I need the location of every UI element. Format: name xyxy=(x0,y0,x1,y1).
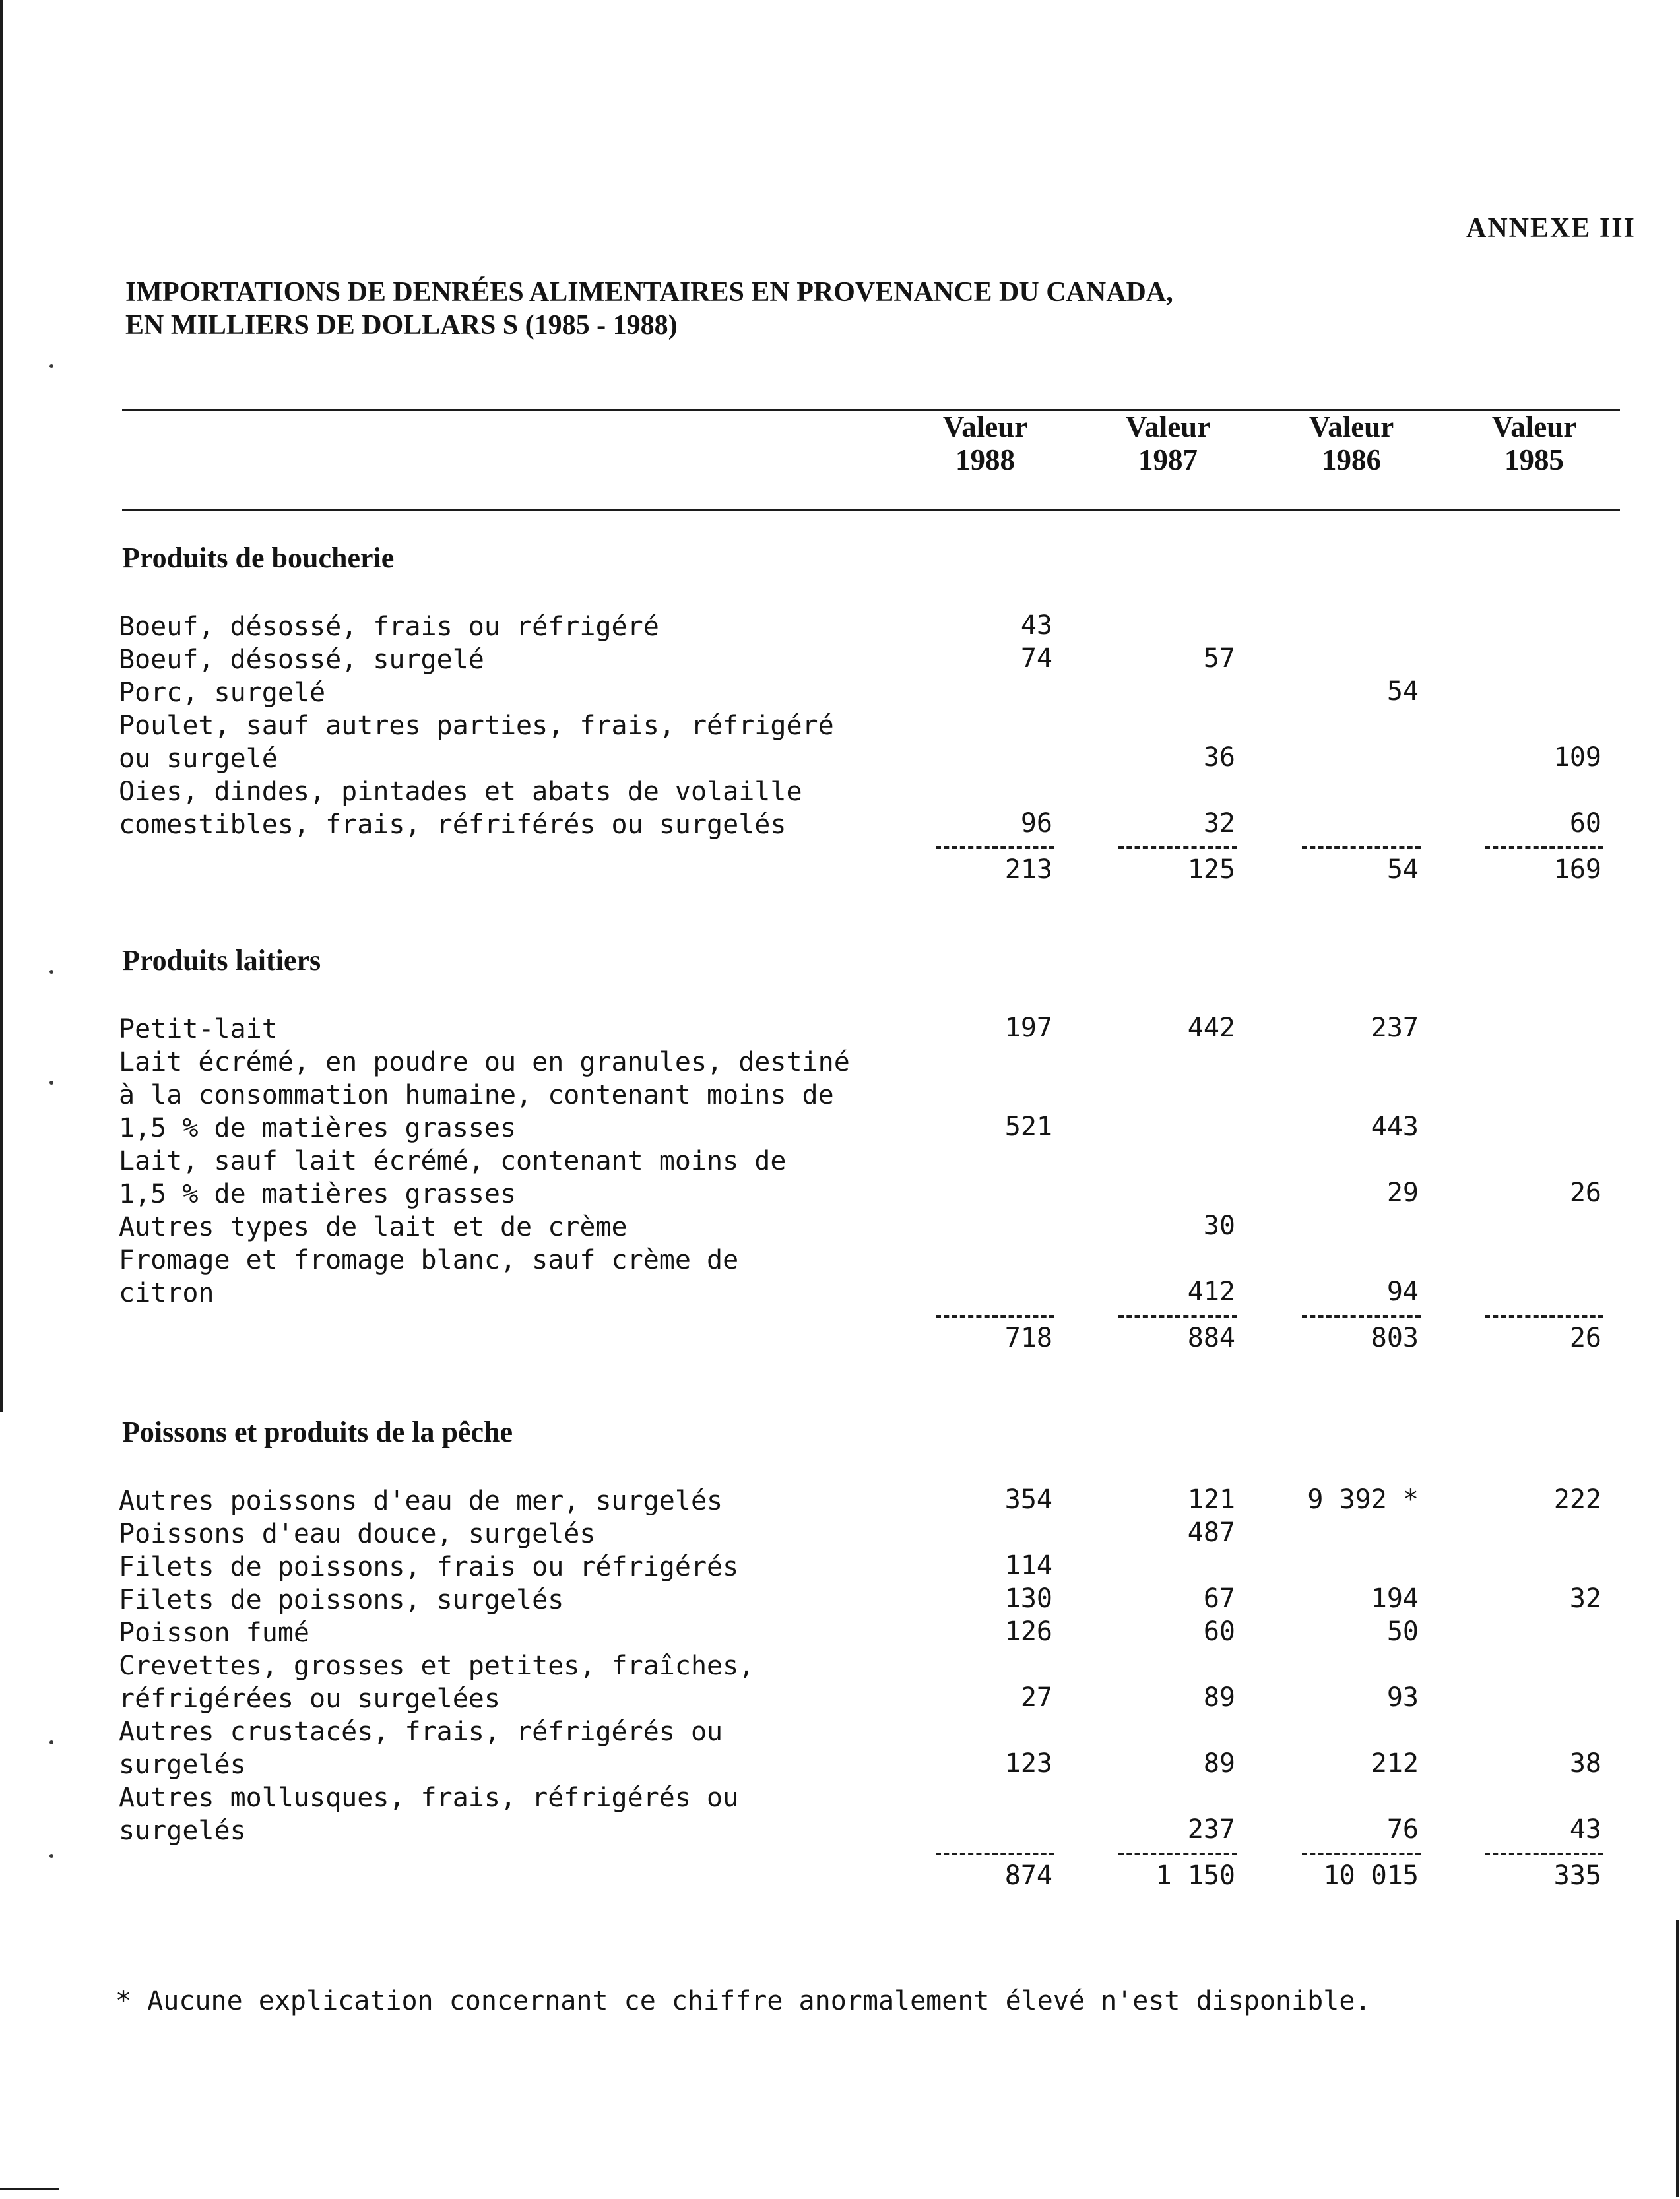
item-label: Autres poissons d'eau de mer, surgelés xyxy=(119,1486,723,1516)
subtotal-value: 125 xyxy=(1187,854,1235,885)
subtotal-value: 335 xyxy=(1553,1861,1601,1891)
title-line-2: EN MILLIERS DE DOLLARS S (1985 - 1988) xyxy=(125,310,678,340)
cell-value: 521 xyxy=(1004,1112,1052,1142)
page-title xyxy=(125,276,1173,342)
cell-value: 114 xyxy=(1004,1550,1052,1581)
column-header-label: Valeur xyxy=(942,410,1028,443)
cell-value: 94 xyxy=(1386,1277,1419,1307)
cell-value: 29 xyxy=(1386,1178,1419,1208)
item-label: Petit-lait xyxy=(119,1014,278,1044)
subtotal-value: 874 xyxy=(1004,1861,1052,1891)
subtotal-value: 803 xyxy=(1371,1323,1419,1353)
cell-value: 76 xyxy=(1386,1814,1419,1845)
column-header-1987 xyxy=(1102,410,1234,476)
subtotal-rule xyxy=(1118,1315,1237,1318)
column-header-year: 1985 xyxy=(1504,443,1564,476)
bottom-left-mark xyxy=(0,2188,59,2190)
subtotal-rule xyxy=(1118,1853,1237,1855)
subtotal-value: 54 xyxy=(1386,854,1419,885)
column-header-1986 xyxy=(1285,410,1417,476)
subtotal-value: 26 xyxy=(1569,1323,1601,1353)
subtotal-rule xyxy=(1302,846,1421,849)
cell-value: 121 xyxy=(1187,1484,1235,1515)
item-label: Porc, surgelé xyxy=(119,678,326,708)
header-bottom-rule xyxy=(122,509,1620,511)
cell-value: 30 xyxy=(1203,1211,1235,1241)
item-label: Poulet, sauf autres parties, frais, réfrigéré xyxy=(119,711,834,741)
cell-value: 130 xyxy=(1004,1583,1052,1614)
cell-value: 60 xyxy=(1203,1616,1235,1647)
cell-value: 487 xyxy=(1187,1517,1235,1548)
speck xyxy=(49,364,53,368)
subtotal-rule xyxy=(1302,1853,1421,1855)
cell-value: 442 xyxy=(1187,1013,1235,1043)
cell-value: 109 xyxy=(1553,742,1601,773)
column-header-label: Valeur xyxy=(1491,410,1577,443)
subtotal-value: 169 xyxy=(1553,854,1601,885)
subtotal-rule xyxy=(936,1853,1054,1855)
cell-value: 89 xyxy=(1203,1682,1235,1713)
item-label: Fromage et fromage blanc, sauf crème de xyxy=(119,1245,739,1275)
item-label: Lait, sauf lait écrémé, contenant moins de xyxy=(119,1146,787,1176)
cell-value: 126 xyxy=(1004,1616,1052,1647)
subtotal-rule xyxy=(1485,1853,1603,1855)
subtotal-value: 718 xyxy=(1004,1323,1052,1353)
item-label: Filets de poissons, frais ou réfrigérés xyxy=(119,1552,739,1582)
cell-value: 43 xyxy=(1020,610,1052,641)
item-label: citron xyxy=(119,1278,214,1308)
subtotal-value: 213 xyxy=(1004,854,1052,885)
cell-value: 74 xyxy=(1020,643,1052,674)
subtotal-rule xyxy=(1485,1315,1603,1318)
left-edge-line xyxy=(0,0,3,1412)
footnote: * Aucune explication concernant ce chiffre anormalement élevé n'est disponible. xyxy=(115,1986,1371,2016)
subtotal-rule xyxy=(936,1315,1054,1318)
cell-value: 443 xyxy=(1371,1112,1419,1142)
item-label: Autres crustacés, frais, réfrigérés ou xyxy=(119,1717,723,1747)
item-label: Poisson fumé xyxy=(119,1618,309,1648)
speck xyxy=(49,1081,53,1085)
cell-value: 36 xyxy=(1203,742,1235,773)
right-edge-line xyxy=(1676,1920,1679,2197)
speck xyxy=(49,970,53,974)
cell-value: 93 xyxy=(1386,1682,1419,1713)
item-label: Poissons d'eau douce, surgelés xyxy=(119,1519,596,1549)
item-label: comestibles, frais, réfriférés ou surgelés xyxy=(119,810,787,840)
cell-value: 96 xyxy=(1020,808,1052,839)
item-label: réfrigérées ou surgelées xyxy=(119,1684,500,1714)
cell-value: 26 xyxy=(1569,1178,1601,1208)
cell-value: 38 xyxy=(1569,1748,1601,1779)
item-label: 1,5 % de matières grasses xyxy=(119,1179,517,1209)
column-header-year: 1988 xyxy=(955,443,1015,476)
cell-value: 412 xyxy=(1187,1277,1235,1307)
item-label: Oies, dindes, pintades et abats de volaille xyxy=(119,777,802,807)
cell-value: 237 xyxy=(1187,1814,1235,1845)
speck xyxy=(49,1740,53,1744)
column-header-label: Valeur xyxy=(1308,410,1394,443)
cell-value: 50 xyxy=(1386,1616,1419,1647)
title-line-1: IMPORTATIONS DE DENRÉES ALIMENTAIRES EN PROVENANCE DU CANADA, xyxy=(125,277,1173,307)
cell-value: 222 xyxy=(1553,1484,1601,1515)
subtotal-value: 10 015 xyxy=(1323,1861,1419,1891)
item-label: ou surgelé xyxy=(119,744,278,774)
cell-value: 237 xyxy=(1371,1013,1419,1043)
section-title: Produits de boucherie xyxy=(122,542,395,574)
cell-value: 27 xyxy=(1020,1682,1052,1713)
column-header-year: 1986 xyxy=(1322,443,1381,476)
item-label: à la consommation humaine, contenant moins de xyxy=(119,1080,834,1110)
column-header-year: 1987 xyxy=(1138,443,1198,476)
section-title: Poissons et produits de la pêche xyxy=(122,1416,513,1448)
cell-value: 57 xyxy=(1203,643,1235,674)
item-label: 1,5 % de matières grasses xyxy=(119,1113,517,1143)
cell-value: 67 xyxy=(1203,1583,1235,1614)
column-header-label: Valeur xyxy=(1125,410,1211,443)
item-label: Boeuf, désossé, frais ou réfrigéré xyxy=(119,612,659,642)
subtotal-value: 1 150 xyxy=(1155,1861,1235,1891)
cell-value: 89 xyxy=(1203,1748,1235,1779)
item-label: surgelés xyxy=(119,1816,246,1846)
subtotal-rule xyxy=(936,846,1054,849)
subtotal-rule xyxy=(1118,846,1237,849)
item-label: Boeuf, désossé, surgelé xyxy=(119,645,484,675)
column-header-1988 xyxy=(919,410,1051,476)
cell-value: 194 xyxy=(1371,1583,1419,1614)
speck xyxy=(49,1854,53,1858)
subtotal-rule xyxy=(1302,1315,1421,1318)
cell-value: 354 xyxy=(1004,1484,1052,1515)
item-label: Crevettes, grosses et petites, fraîches, xyxy=(119,1651,755,1681)
cell-value: 60 xyxy=(1569,808,1601,839)
subtotal-rule xyxy=(1485,846,1603,849)
cell-value: 43 xyxy=(1569,1814,1601,1845)
cell-value: 32 xyxy=(1569,1583,1601,1614)
item-label: Autres types de lait et de crème xyxy=(119,1212,628,1242)
item-label: surgelés xyxy=(119,1750,246,1780)
cell-value: 212 xyxy=(1371,1748,1419,1779)
cell-value: 32 xyxy=(1203,808,1235,839)
cell-value: 123 xyxy=(1004,1748,1052,1779)
annexe-label: ANNEXE III xyxy=(1466,213,1636,243)
column-header-1985 xyxy=(1468,410,1600,476)
cell-value: 9 392 * xyxy=(1307,1484,1419,1515)
item-label: Autres mollusques, frais, réfrigérés ou xyxy=(119,1783,739,1813)
cell-value: 197 xyxy=(1004,1013,1052,1043)
item-label: Filets de poissons, surgelés xyxy=(119,1585,564,1615)
cell-value: 54 xyxy=(1386,676,1419,707)
subtotal-value: 884 xyxy=(1187,1323,1235,1353)
section-title: Produits laitiers xyxy=(122,944,321,976)
item-label: Lait écrémé, en poudre ou en granules, destiné xyxy=(119,1047,850,1077)
